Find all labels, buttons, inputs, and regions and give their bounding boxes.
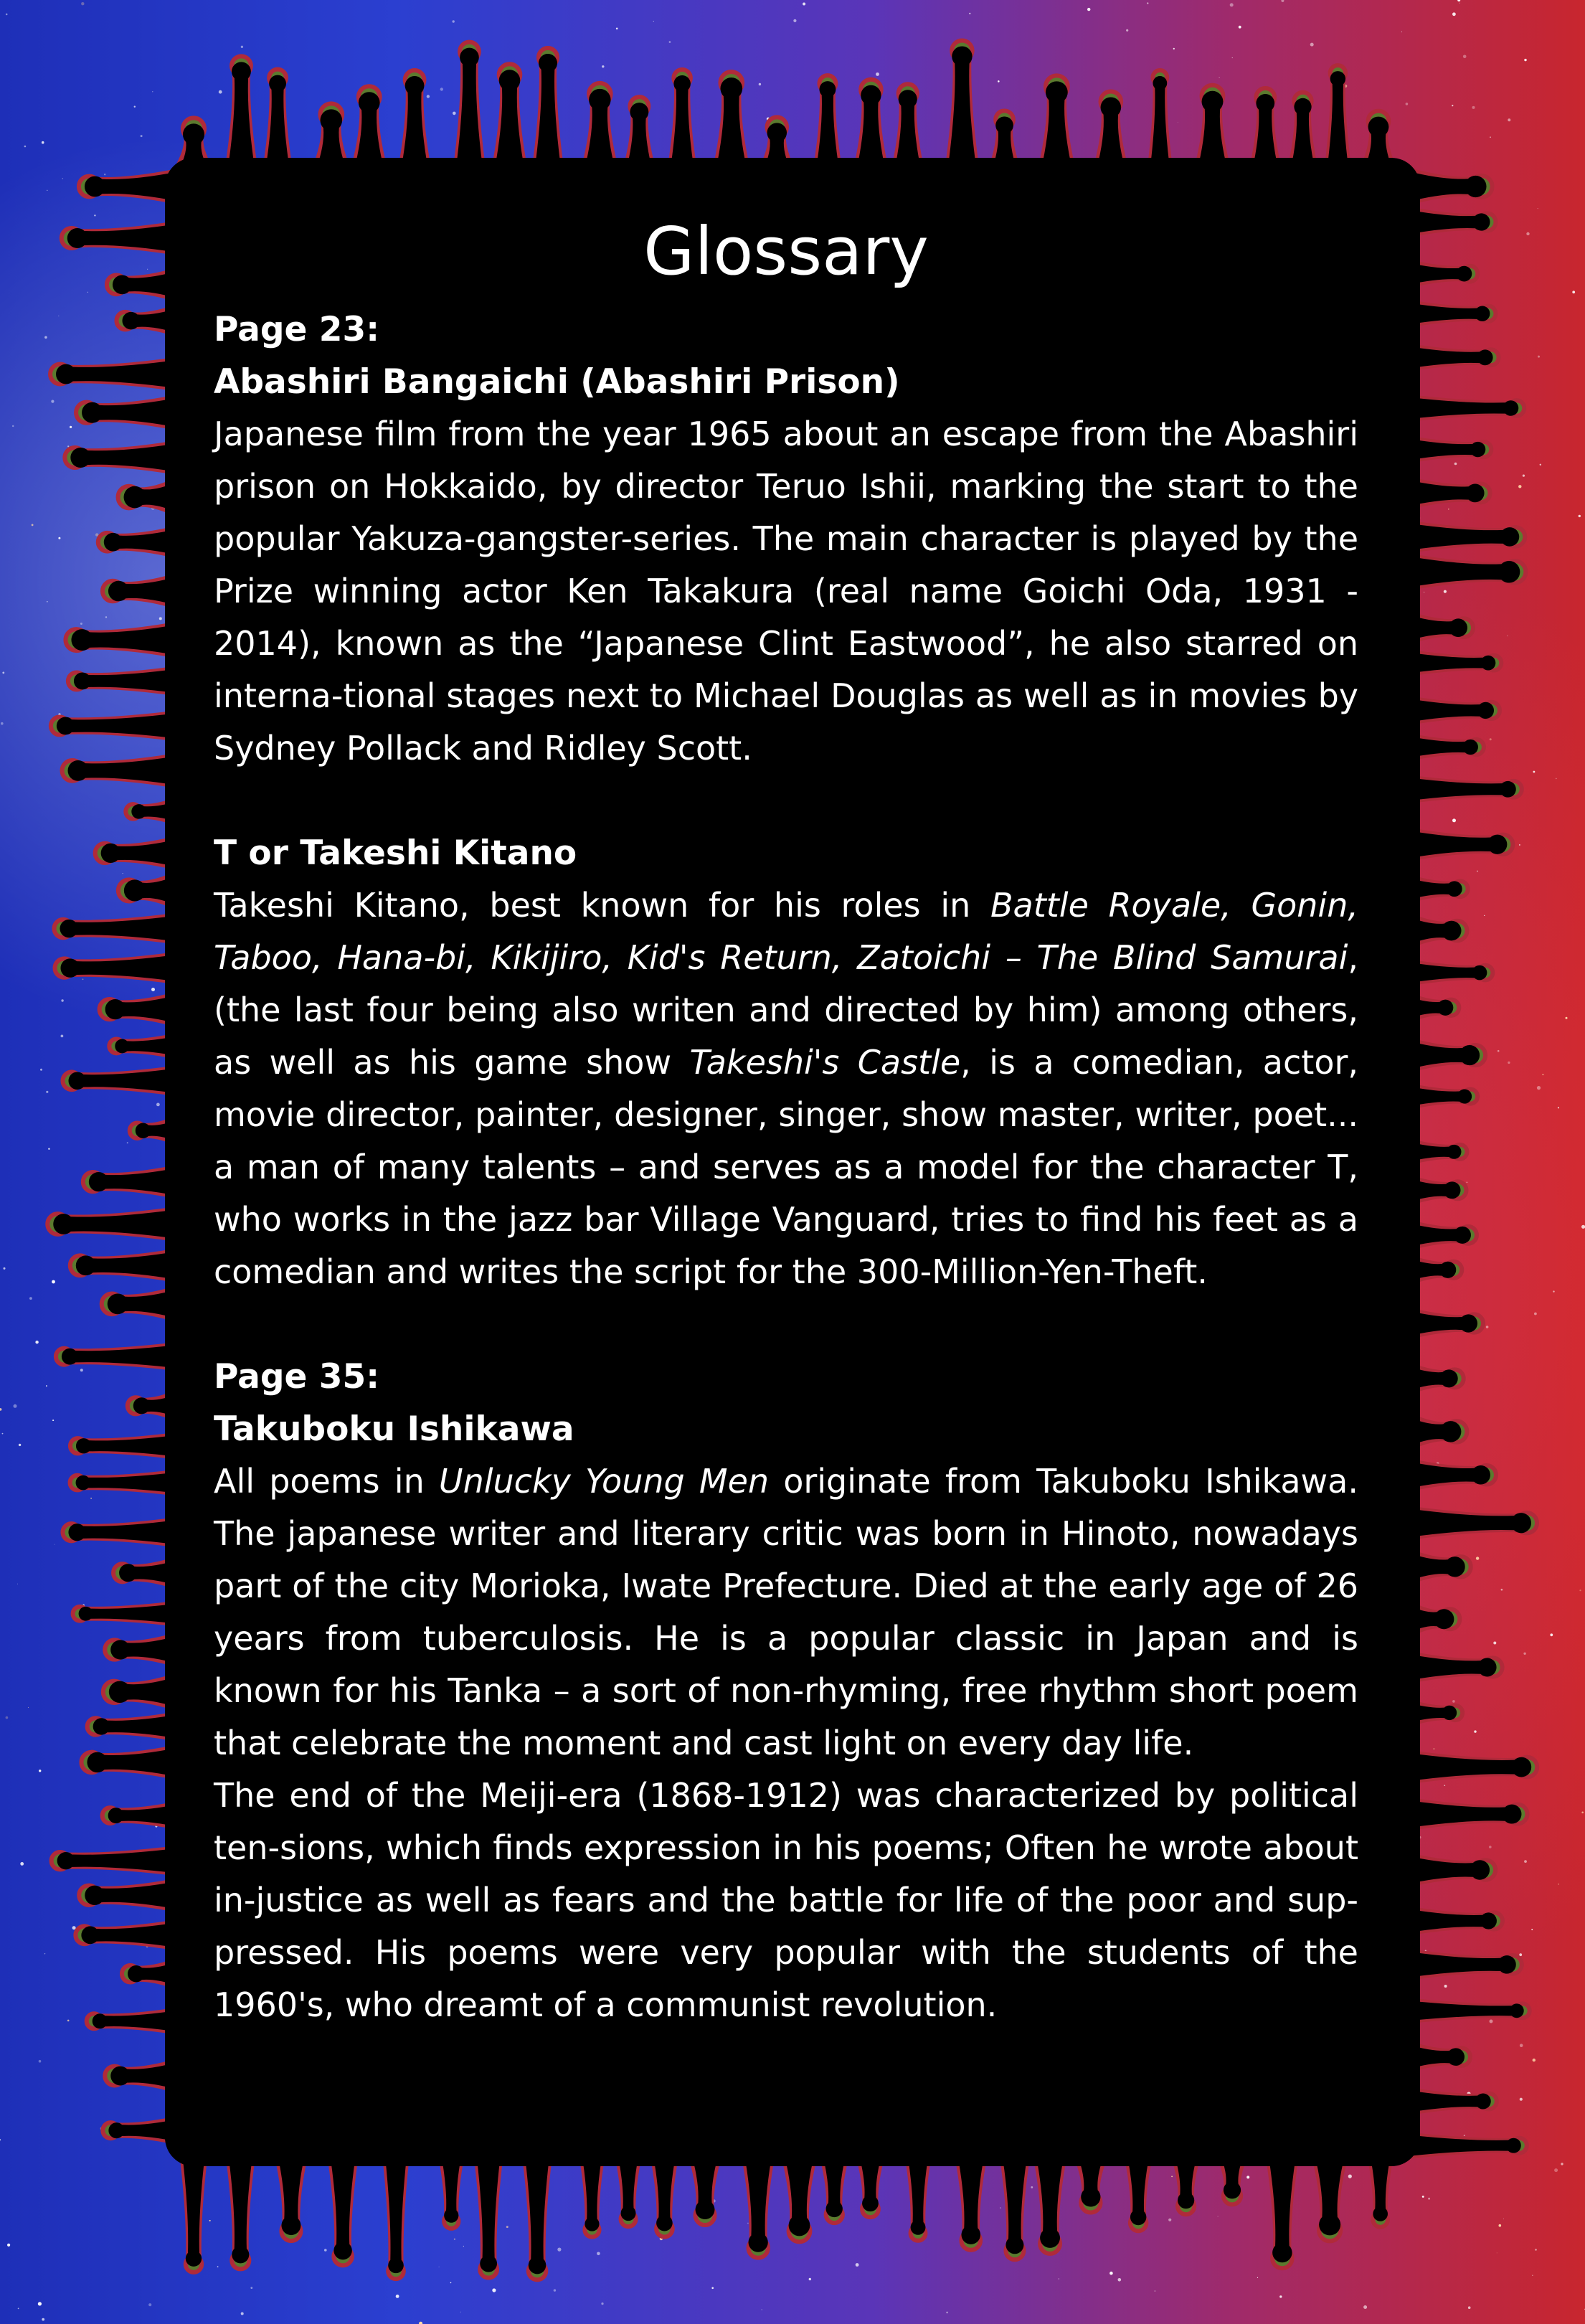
definition-text: originate from Takuboku Ishikawa. The japanese writer and literary critic was born in Hinoto, nowadays part of the city Morioka, Iwate Prefecture. Died at the early age of 26 years from tuberculosis. He is a popular classic in Japan and is known for his Tanka – a sort of non-rhyming, free rhythm short poem that celebrate the moment and cast light on every day life. bbox=[214, 1462, 1358, 1763]
glossary-definition bbox=[214, 879, 1358, 1298]
definition-text: Takeshi Kitano, best known for his roles in bbox=[214, 886, 990, 925]
glossary-term: Abashiri Bangaichi (Abashiri Prison) bbox=[214, 362, 900, 402]
glossary-definition bbox=[214, 1455, 1358, 1770]
glossary-definition: Japanese film from the year 1965 about an escape from the Abashiri prison on Hokkaido, by director Teruo Ishii, marking the start to the popular Yakuza-gangster-series. The main character is played by the Prize winning actor Ken Takakura (real name Goichi Oda, 1931 - 2014), known as the “Japanese Clint Eastwood”, he also starred on interna-tional stages next to Michael Douglas as well as in movies by Sydney Pollack and Ridley Scott. bbox=[214, 415, 1358, 768]
glossary-term: T or Takeshi Kitano bbox=[214, 833, 577, 874]
glossary-entry-ishikawa bbox=[214, 1351, 1358, 2031]
page-label: Page 35: bbox=[214, 1357, 379, 1397]
film-titles: Battle Royale, Gonin, Taboo, Hana-bi, Kikijiro, Kid's Return, Zatoichi – The Blind Samurai bbox=[214, 886, 1358, 978]
glossary-term: Takuboku Ishikawa bbox=[214, 1409, 574, 1450]
page-label: Page 23: bbox=[214, 310, 379, 350]
page-title: Glossary bbox=[643, 213, 929, 290]
definition-text: , is a comedian, actor, movie director, painter, designer, singer, show master, writer, poet... a man of many talents – and serves as a model for the character T, who works in the jazz bar Village Vanguard, tries to find his feet as a comedian and writes the script for the 300-Million-Yen-Theft. bbox=[214, 1043, 1359, 1292]
definition-text: , (the last four being also writen and directed by him) among others, as well as his game show bbox=[214, 938, 1358, 1082]
show-title: Takeshi's Castle bbox=[689, 1043, 961, 1082]
glossary-content bbox=[214, 215, 1358, 2031]
definition-text: All poems in bbox=[214, 1462, 439, 1501]
glossary-entry-kitano bbox=[214, 827, 1358, 1298]
glossary-entry-abashiri bbox=[214, 303, 1358, 775]
book-title: Unlucky Young Men bbox=[438, 1462, 770, 1501]
glossary-definition-continued: The end of the Meiji-era (1868-1912) was characterized by political ten-sions, which finds expression in his poems; Often he wrote about in-justice as well as fears and the battle for life of the poor and sup-pressed. His poems were very popular with the students of the 1960's, who dreamt of a communist revolution. bbox=[214, 1776, 1358, 2025]
